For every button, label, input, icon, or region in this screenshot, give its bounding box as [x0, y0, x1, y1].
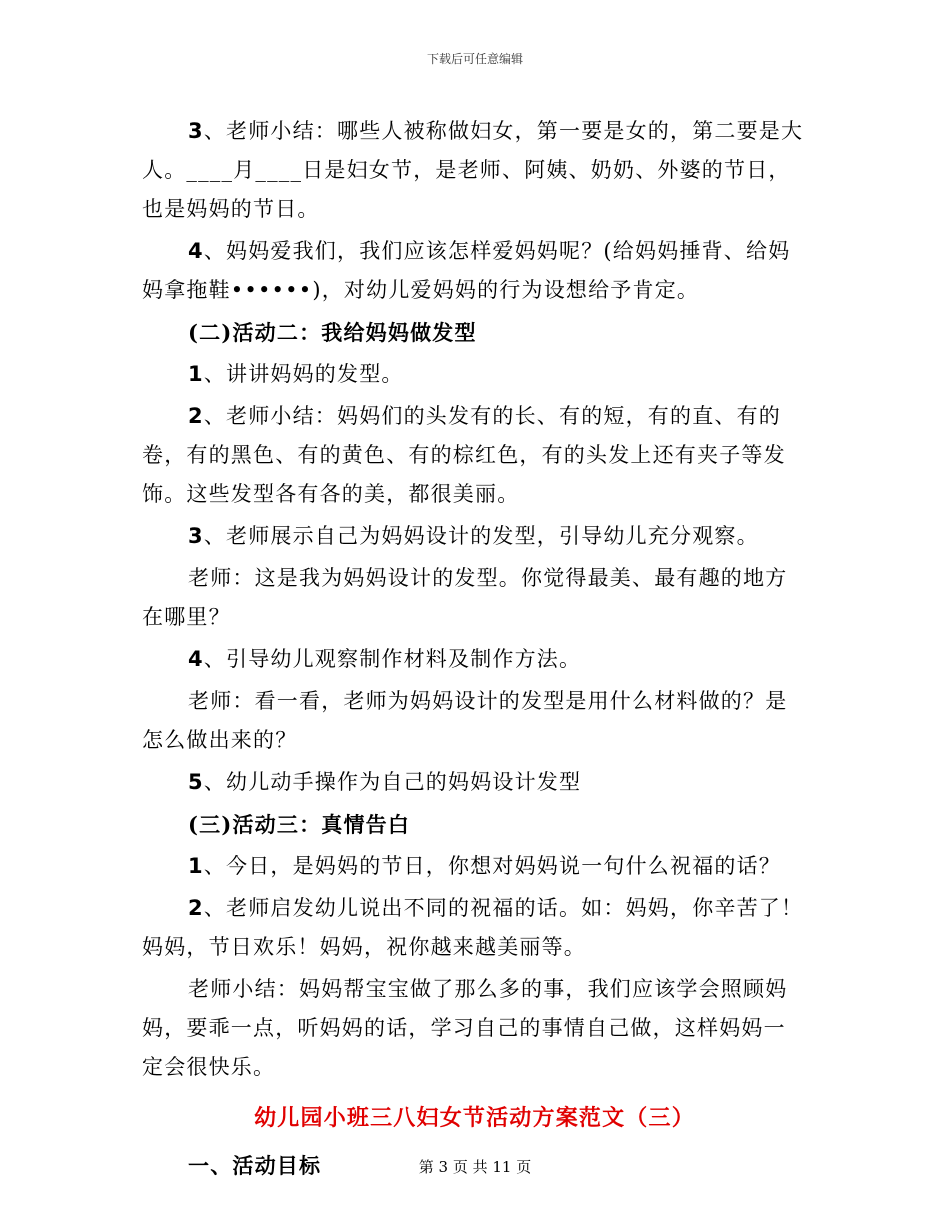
paragraph	[142, 970, 807, 1087]
item-number: 3	[188, 119, 204, 143]
item-number: 4	[188, 647, 204, 671]
subsection-heading: 一、活动目标	[188, 1153, 322, 1178]
paragraph-text: 老师：看一看，老师为妈妈设计的发型是用什么材料做的？是怎么做出来的？	[142, 689, 788, 752]
paragraph	[142, 397, 807, 514]
item-number: 2	[188, 896, 204, 920]
paragraph	[142, 517, 807, 556]
paragraph-text: 、幼儿动手操作为自己的妈妈设计发型	[203, 770, 582, 794]
paragraph	[142, 640, 807, 679]
section-title: 幼儿园小班三八妇女节活动方案范文（三）	[254, 1105, 695, 1131]
paragraph-text: 老师：这是我为妈妈设计的发型。你觉得最美、最有趣的地方在哪里？	[142, 566, 788, 629]
paragraph-text: 老师小结：妈妈帮宝宝做了那么多的事，我们应该学会照顾妈妈，要乖一点，听妈妈的话，学习自己的事情自己做，这样妈妈一定会很快乐。	[142, 977, 788, 1079]
paragraph-text: 、今日，是妈妈的节日，你想对妈妈说一句什么祝福的话？	[203, 854, 782, 878]
section-heading: (二)活动二：我给妈妈做发型	[188, 320, 477, 345]
page-footer: 第 3 页 共 11 页	[418, 1158, 532, 1176]
section-heading: (三)活动三：真情告白	[188, 812, 411, 837]
paragraph	[142, 559, 807, 637]
paragraph-text: 、讲讲妈妈的发型。	[203, 362, 404, 386]
item-number: 5	[188, 770, 204, 794]
paragraph	[142, 889, 807, 967]
paragraph-text: 、老师小结：哪些人被称做妇女，第一要是女的，第二要是大人。____月____日是妇女节，是老师、阿姨、奶奶、外婆的节日，也是妈妈的节日。	[142, 119, 804, 221]
paragraph	[142, 763, 807, 802]
item-number: 1	[188, 362, 204, 386]
paragraph-text: 、引导幼儿观察制作材料及制作方法。	[203, 647, 582, 671]
paragraph	[142, 847, 807, 886]
paragraph	[142, 355, 807, 394]
paragraph	[142, 682, 807, 760]
paragraph	[142, 232, 807, 310]
item-number: 1	[188, 854, 204, 878]
item-number: 4	[188, 239, 204, 263]
paragraph-text: 、老师展示自己为妈妈设计的发型，引导幼儿充分观察。	[203, 524, 759, 548]
paragraph-text: 、妈妈爱我们，我们应该怎样爱妈妈呢？(给妈妈捶背、给妈妈拿拖鞋••••••)，对幼儿爱妈妈的行为设想给予肯定。	[142, 239, 791, 302]
document-body	[142, 112, 807, 1185]
item-number: 2	[188, 404, 204, 428]
paragraph	[142, 112, 807, 229]
paragraph-text: 、老师小结：妈妈们的头发有的长、有的短，有的直、有的卷，有的黑色、有的黄色、有的棕红色，有的头发上还有夹子等发饰。这些发型各有各的美，都很美丽。	[142, 404, 786, 506]
item-number: 3	[188, 524, 204, 548]
paragraph-text: 、老师启发幼儿说出不同的祝福的话。如：妈妈，你辛苦了！妈妈，节日欢乐！妈妈，祝你越来越美丽等。	[142, 896, 804, 959]
page-header: 下载后可任意编辑	[426, 52, 523, 66]
